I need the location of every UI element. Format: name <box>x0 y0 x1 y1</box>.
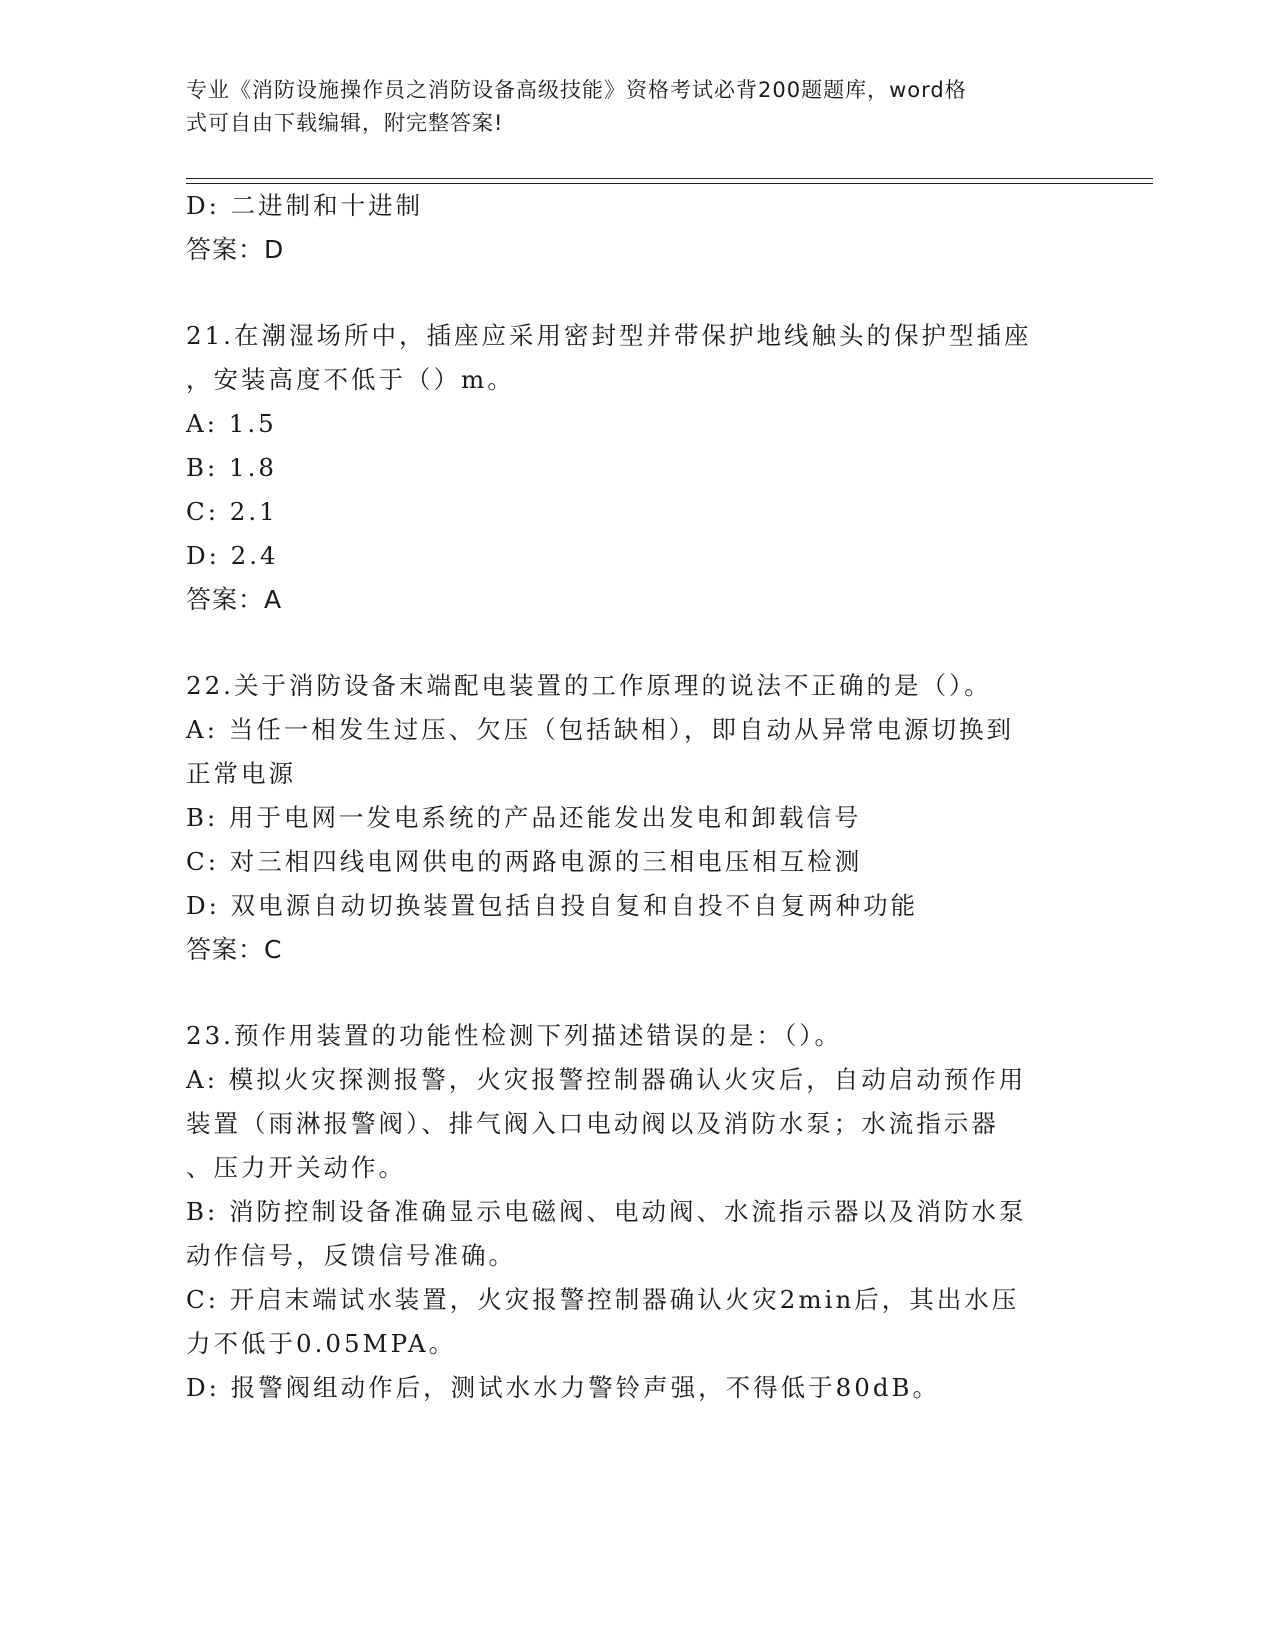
q23-option-c-line-2: 力不低于0.05MPA。 <box>186 1329 457 1358</box>
q21-option-c: C: 2.1 <box>186 497 278 526</box>
q22-option-b: B: 用于电网一发电系统的产品还能发出发电和卸载信号 <box>186 803 862 832</box>
q21-option-a: A: 1.5 <box>186 409 277 438</box>
q23-option-b-line-1: B: 消防控制设备准确显示电磁阀、电动阀、水流指示器以及消防水泵 <box>186 1197 1027 1226</box>
q22-option-c: C: 对三相四线电网供电的两路电源的三相电压相互检测 <box>186 847 863 876</box>
prev-option-d: D: 二进制和十进制 <box>186 191 424 220</box>
header-divider-bottom <box>186 183 1153 184</box>
prev-answer: 答案：D <box>186 235 285 264</box>
header-divider-top <box>186 178 1153 179</box>
q22-option-a-line-1: A: 当任一相发生过压、欠压（包括缺相），即自动从异常电源切换到 <box>186 715 1014 744</box>
q21-option-b: B: 1.8 <box>186 453 278 482</box>
q23-option-a-line-2: 装置（雨淋报警阀）、排气阀入口电动阀以及消防水泵；水流指示器 <box>186 1109 999 1138</box>
q21-stem-line-1: 21.在潮湿场所中，插座应采用密封型并带保护地线触头的保护型插座 <box>186 321 1032 350</box>
q21-stem-line-2: ，安装高度不低于（）m。 <box>186 365 515 394</box>
q23-option-a-line-1: A: 模拟火灾探测报警，火灾报警控制器确认火灾后，自动启动预作用 <box>186 1065 1027 1094</box>
document-header <box>186 74 1066 140</box>
q23-option-d: D: 报警阀组动作后，测试水水力警铃声强，不得低于80dB。 <box>186 1373 941 1402</box>
q23-option-b-line-2: 动作信号，反馈信号准确。 <box>186 1241 516 1270</box>
q22-stem: 22.关于消防设备末端配电装置的工作原理的说法不正确的是（）。 <box>186 671 992 700</box>
q22-option-d: D: 双电源自动切换装置包括自投自复和自投不自复两种功能 <box>186 891 919 920</box>
q23-option-c-line-1: C: 开启末端试水装置，火灾报警控制器确认火灾2min后，其出水压 <box>186 1285 1020 1314</box>
q21-answer: 答案：A <box>186 585 283 614</box>
header-line-1: 专业《消防设施操作员之消防设备高级技能》资格考试必背200题题库，word格 <box>186 78 967 102</box>
header-line-2: 式可自由下载编辑，附完整答案! <box>186 111 504 135</box>
q23-option-a-line-3: 、压力开关动作。 <box>186 1153 406 1182</box>
q22-answer: 答案：C <box>186 935 283 964</box>
q21-option-d: D: 2.4 <box>186 541 279 570</box>
q22-option-a-line-2: 正常电源 <box>186 759 296 788</box>
q23-stem: 23.预作用装置的功能性检测下列描述错误的是：（）。 <box>186 1021 842 1050</box>
